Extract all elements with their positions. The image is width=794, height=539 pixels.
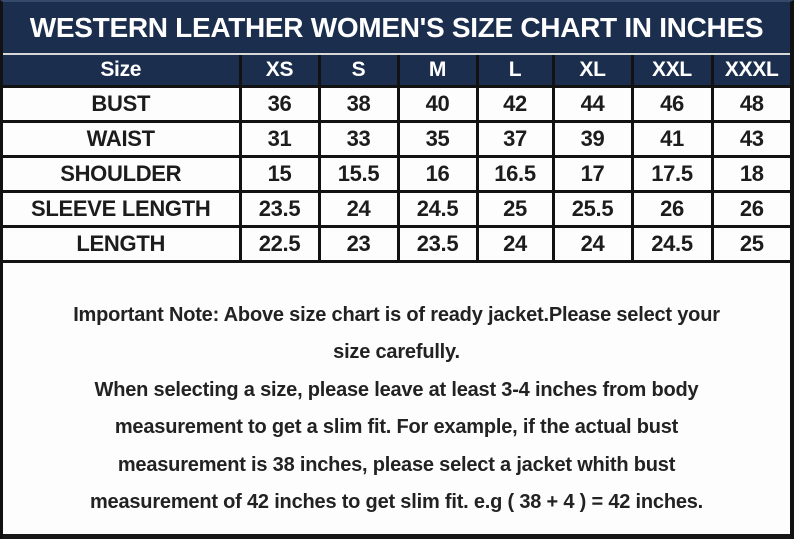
page-title: WESTERN LEATHER WOMEN'S SIZE CHART IN INCHES — [29, 11, 764, 43]
cell-value: 37 — [477, 121, 553, 156]
important-note — [3, 263, 790, 522]
table-row-sleeve-length — [3, 191, 790, 226]
cell-value: 24.5 — [398, 191, 477, 226]
row-label: SHOULDER — [3, 156, 240, 191]
cell-value: 26 — [632, 191, 712, 226]
cell-value: 42 — [477, 86, 553, 121]
row-label: WAIST — [3, 121, 240, 156]
cell-value: 25 — [477, 191, 553, 226]
cell-value: 43 — [712, 121, 790, 156]
header-cell-xxl: XXL — [632, 55, 712, 86]
cell-value: 26 — [712, 191, 790, 226]
bottom-border-bar — [3, 534, 790, 539]
cell-value: 23 — [319, 226, 398, 261]
cell-value: 17.5 — [632, 156, 712, 191]
cell-value: 44 — [553, 86, 632, 121]
cell-value: 16.5 — [477, 156, 553, 191]
cell-value: 31 — [240, 121, 319, 156]
size-table — [3, 55, 790, 263]
table-row-bust — [3, 86, 790, 121]
cell-value: 41 — [632, 121, 712, 156]
cell-value: 25.5 — [553, 191, 632, 226]
row-label: SLEEVE LENGTH — [3, 191, 240, 226]
cell-value: 23.5 — [398, 226, 477, 261]
note-line: measurement is 38 inches, please select a jacket whith bust — [117, 453, 676, 476]
note-line: When selecting a size, please leave at least 3-4 inches from body — [94, 378, 699, 401]
note-line: size carefully. — [333, 341, 460, 363]
cell-value: 24 — [477, 226, 553, 261]
row-label: BUST — [3, 86, 240, 121]
cell-value: 18 — [712, 156, 790, 191]
row-label: LENGTH — [3, 226, 240, 261]
note-line: Important Note: Above size chart is of ready jacket.Please select your — [73, 303, 720, 326]
table-row-shoulder — [3, 156, 790, 191]
cell-value: 15 — [240, 156, 319, 191]
table-row-length — [3, 226, 790, 261]
cell-value: 33 — [319, 121, 398, 156]
cell-value: 16 — [398, 156, 477, 191]
cell-value: 15.5 — [319, 156, 398, 191]
cell-value: 46 — [632, 86, 712, 121]
header-cell-xs: XS — [240, 55, 319, 86]
cell-value: 36 — [240, 86, 319, 121]
header-cell-m: M — [398, 55, 477, 86]
header-cell-xxxl: XXXL — [712, 55, 790, 86]
cell-value: 39 — [553, 121, 632, 156]
cell-value: 24.5 — [632, 226, 712, 261]
cell-value: 40 — [398, 86, 477, 121]
header-cell-s: S — [319, 55, 398, 86]
cell-value: 38 — [319, 86, 398, 121]
cell-value: 35 — [398, 121, 477, 156]
table-header-row — [3, 55, 790, 86]
cell-value: 17 — [553, 156, 632, 191]
header-cell-xl: XL — [553, 55, 632, 86]
header-cell-size: Size — [3, 55, 240, 86]
cell-value: 24 — [553, 226, 632, 261]
cell-value: 25 — [712, 226, 790, 261]
cell-value: 23.5 — [240, 191, 319, 226]
note-line: measurement to get a slim fit. For example, if the actual bust — [114, 416, 679, 438]
cell-value: 22.5 — [240, 226, 319, 261]
header-cell-l: L — [477, 55, 553, 86]
note-line: measurement of 42 inches to get slim fit. e.g ( 38 + 4 ) = 42 inches. — [89, 491, 704, 513]
title-bar — [3, 2, 790, 55]
cell-value: 24 — [319, 191, 398, 226]
cell-value: 48 — [712, 86, 790, 121]
table-row-waist — [3, 121, 790, 156]
